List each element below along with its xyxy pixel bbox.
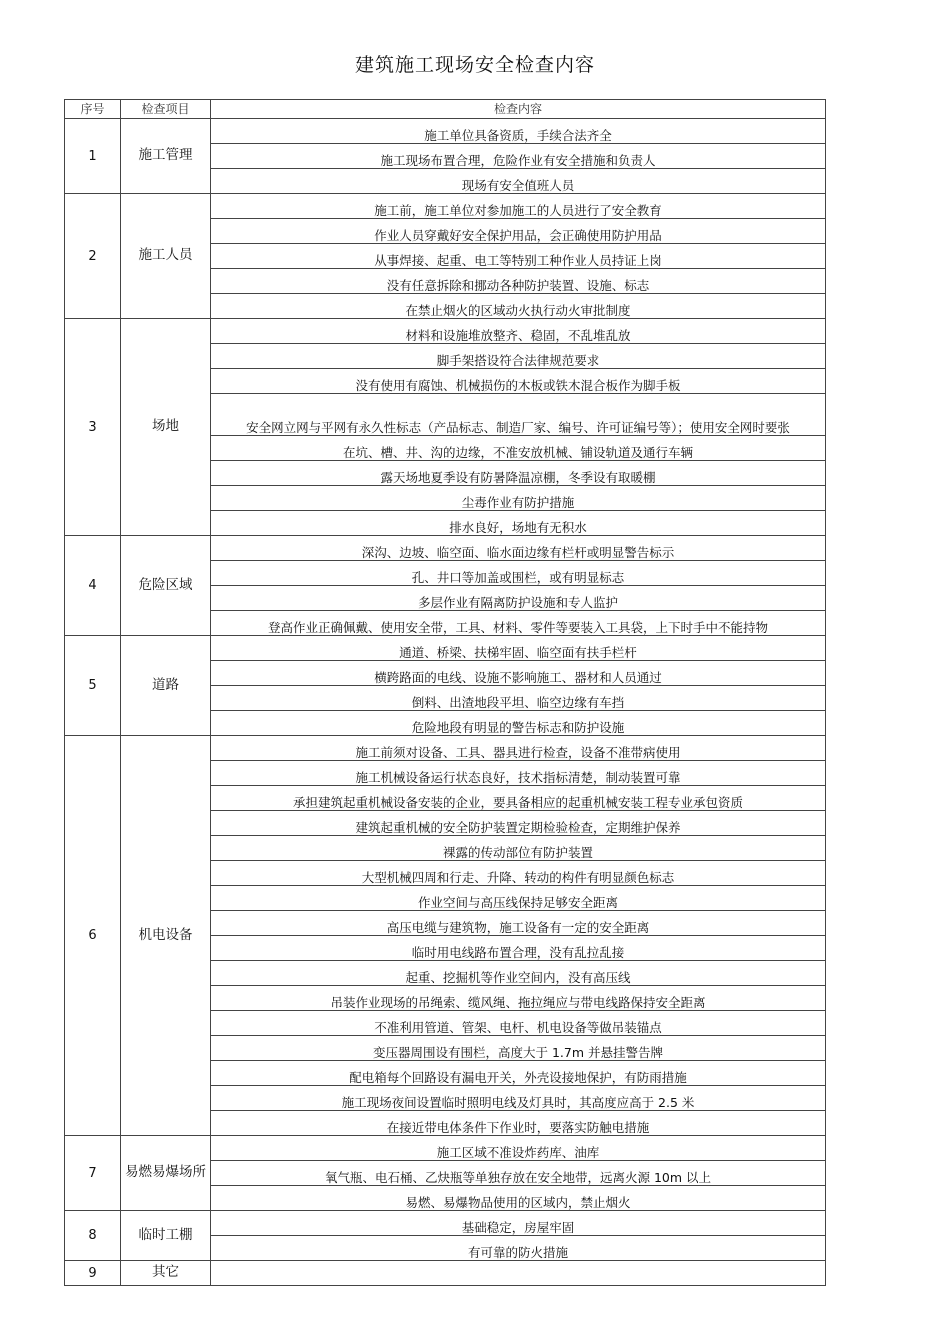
check-item: 材料和设施堆放整齐、稳固，不乱堆乱放 bbox=[211, 319, 826, 344]
check-item: 现场有安全值班人员 bbox=[211, 169, 826, 194]
check-item: 在禁止烟火的区域动火执行动火审批制度 bbox=[211, 294, 826, 319]
section-number: 6 bbox=[65, 736, 121, 1136]
check-item: 裸露的传动部位有防护装置 bbox=[211, 836, 826, 861]
table-row bbox=[65, 1136, 826, 1161]
check-item: 施工机械设备运行状态良好，技术指标清楚，制动装置可靠 bbox=[211, 761, 826, 786]
check-item: 基础稳定，房屋牢固 bbox=[211, 1211, 826, 1236]
check-item: 深沟、边坡、临空面、临水面边缘有栏杆或明显警告标示 bbox=[211, 536, 826, 561]
check-item: 施工区域不准设炸药库、油库 bbox=[211, 1136, 826, 1161]
check-item: 排水良好，场地有无积水 bbox=[211, 511, 826, 536]
section-number: 2 bbox=[65, 194, 121, 319]
table-row bbox=[65, 736, 826, 761]
section-number: 5 bbox=[65, 636, 121, 736]
check-item: 没有任意拆除和挪动各种防护装置、设施、标志 bbox=[211, 269, 826, 294]
header-category: 检查项目 bbox=[121, 100, 211, 119]
check-item: 不准利用管道、管架、电杆、机电设备等做吊装锚点 bbox=[211, 1011, 826, 1036]
table-row bbox=[65, 1261, 826, 1286]
check-item: 施工前须对设备、工具、器具进行检查，设备不准带病使用 bbox=[211, 736, 826, 761]
section-category: 机电设备 bbox=[121, 736, 211, 1136]
table-row bbox=[65, 1211, 826, 1236]
check-item: 氧气瓶、电石桶、乙炔瓶等单独存放在安全地带，远离火源 10m 以上 bbox=[211, 1161, 826, 1186]
check-item: 通道、桥梁、扶梯牢固、临空面有扶手栏杆 bbox=[211, 636, 826, 661]
check-item: 吊装作业现场的吊绳索、缆风绳、拖拉绳应与带电线路保持安全距离 bbox=[211, 986, 826, 1011]
check-item: 有可靠的防火措施 bbox=[211, 1236, 826, 1261]
table-row bbox=[65, 194, 826, 219]
check-item: 横跨路面的电线、设施不影响施工、器材和人员通过 bbox=[211, 661, 826, 686]
check-item: 登高作业正确佩戴、使用安全带，工具、材料、零件等要装入工具袋，上下时手中不能持物 bbox=[211, 611, 826, 636]
check-item: 建筑起重机械的安全防护装置定期检验检查，定期维护保养 bbox=[211, 811, 826, 836]
section-number: 4 bbox=[65, 536, 121, 636]
check-item: 施工现场布置合理，危险作业有安全措施和负责人 bbox=[211, 144, 826, 169]
section-category: 场地 bbox=[121, 319, 211, 536]
header-content: 检查内容 bbox=[211, 100, 826, 119]
check-item: 施工前，施工单位对参加施工的人员进行了安全教育 bbox=[211, 194, 826, 219]
check-item: 易燃、易爆物品使用的区域内，禁止烟火 bbox=[211, 1186, 826, 1211]
check-item: 变压器周围设有围栏，高度大于 1.7m 并悬挂警告牌 bbox=[211, 1036, 826, 1061]
check-item: 作业人员穿戴好安全保护用品，会正确使用防护用品 bbox=[211, 219, 826, 244]
section-category: 道路 bbox=[121, 636, 211, 736]
inspection-table bbox=[64, 99, 826, 1286]
section-category: 施工管理 bbox=[121, 119, 211, 194]
check-item: 承担建筑起重机械设备安装的企业，要具备相应的起重机械安装工程专业承包资质 bbox=[211, 786, 826, 811]
check-item: 临时用电线路布置合理，没有乱拉乱接 bbox=[211, 936, 826, 961]
section-number: 8 bbox=[65, 1211, 121, 1261]
table-row bbox=[65, 536, 826, 561]
section-category: 易燃易爆场所 bbox=[121, 1136, 211, 1211]
check-item: 作业空间与高压线保持足够安全距离 bbox=[211, 886, 826, 911]
check-item: 起重、挖掘机等作业空间内，没有高压线 bbox=[211, 961, 826, 986]
check-item: 施工现场夜间设置临时照明电线及灯具时，其高度应高于 2.5 米 bbox=[211, 1086, 826, 1111]
section-number: 1 bbox=[65, 119, 121, 194]
section-number: 7 bbox=[65, 1136, 121, 1211]
check-item bbox=[211, 1261, 826, 1286]
page-title: 建筑施工现场安全检查内容 bbox=[354, 54, 595, 76]
section-category: 临时工棚 bbox=[121, 1211, 211, 1261]
table-row bbox=[65, 636, 826, 661]
check-item: 脚手架搭设符合法律规范要求 bbox=[211, 344, 826, 369]
table-row bbox=[65, 119, 826, 144]
table-row bbox=[65, 319, 826, 344]
check-item: 大型机械四周和行走、升降、转动的构件有明显颜色标志 bbox=[211, 861, 826, 886]
check-item: 从事焊接、起重、电工等特别工种作业人员持证上岗 bbox=[211, 244, 826, 269]
check-item: 在接近带电体条件下作业时，要落实防触电措施 bbox=[211, 1111, 826, 1136]
check-item: 危险地段有明显的警告标志和防护设施 bbox=[211, 711, 826, 736]
header-no: 序号 bbox=[65, 100, 121, 119]
check-item: 在坑、槽、井、沟的边缘，不准安放机械、铺设轨道及通行车辆 bbox=[211, 436, 826, 461]
check-item: 高压电缆与建筑物，施工设备有一定的安全距离 bbox=[211, 911, 826, 936]
section-category: 其它 bbox=[121, 1261, 211, 1286]
check-item: 倒料、出渣地段平坦、临空边缘有车挡 bbox=[211, 686, 826, 711]
check-item: 没有使用有腐蚀、机械损伤的木板或铁木混合板作为脚手板 bbox=[211, 369, 826, 394]
check-item: 多层作业有隔离防护设施和专人监护 bbox=[211, 586, 826, 611]
section-category: 危险区域 bbox=[121, 536, 211, 636]
table-body bbox=[65, 100, 826, 1286]
section-number: 9 bbox=[65, 1261, 121, 1286]
section-number: 3 bbox=[65, 319, 121, 536]
check-item: 配电箱每个回路设有漏电开关，外壳设接地保护，有防雨措施 bbox=[211, 1061, 826, 1086]
table-header-row bbox=[65, 100, 826, 119]
section-category: 施工人员 bbox=[121, 194, 211, 319]
check-item: 孔、井口等加盖或围栏，或有明显标志 bbox=[211, 561, 826, 586]
check-item: 露天场地夏季设有防暑降温凉棚，冬季设有取暖棚 bbox=[211, 461, 826, 486]
check-item: 安全网立网与平网有永久性标志（产品标志、制造厂家、编号、许可证编号等）；使用安全网时要张 bbox=[211, 394, 826, 436]
check-item: 施工单位具备资质，手续合法齐全 bbox=[211, 119, 826, 144]
check-item: 尘毒作业有防护措施 bbox=[211, 486, 826, 511]
